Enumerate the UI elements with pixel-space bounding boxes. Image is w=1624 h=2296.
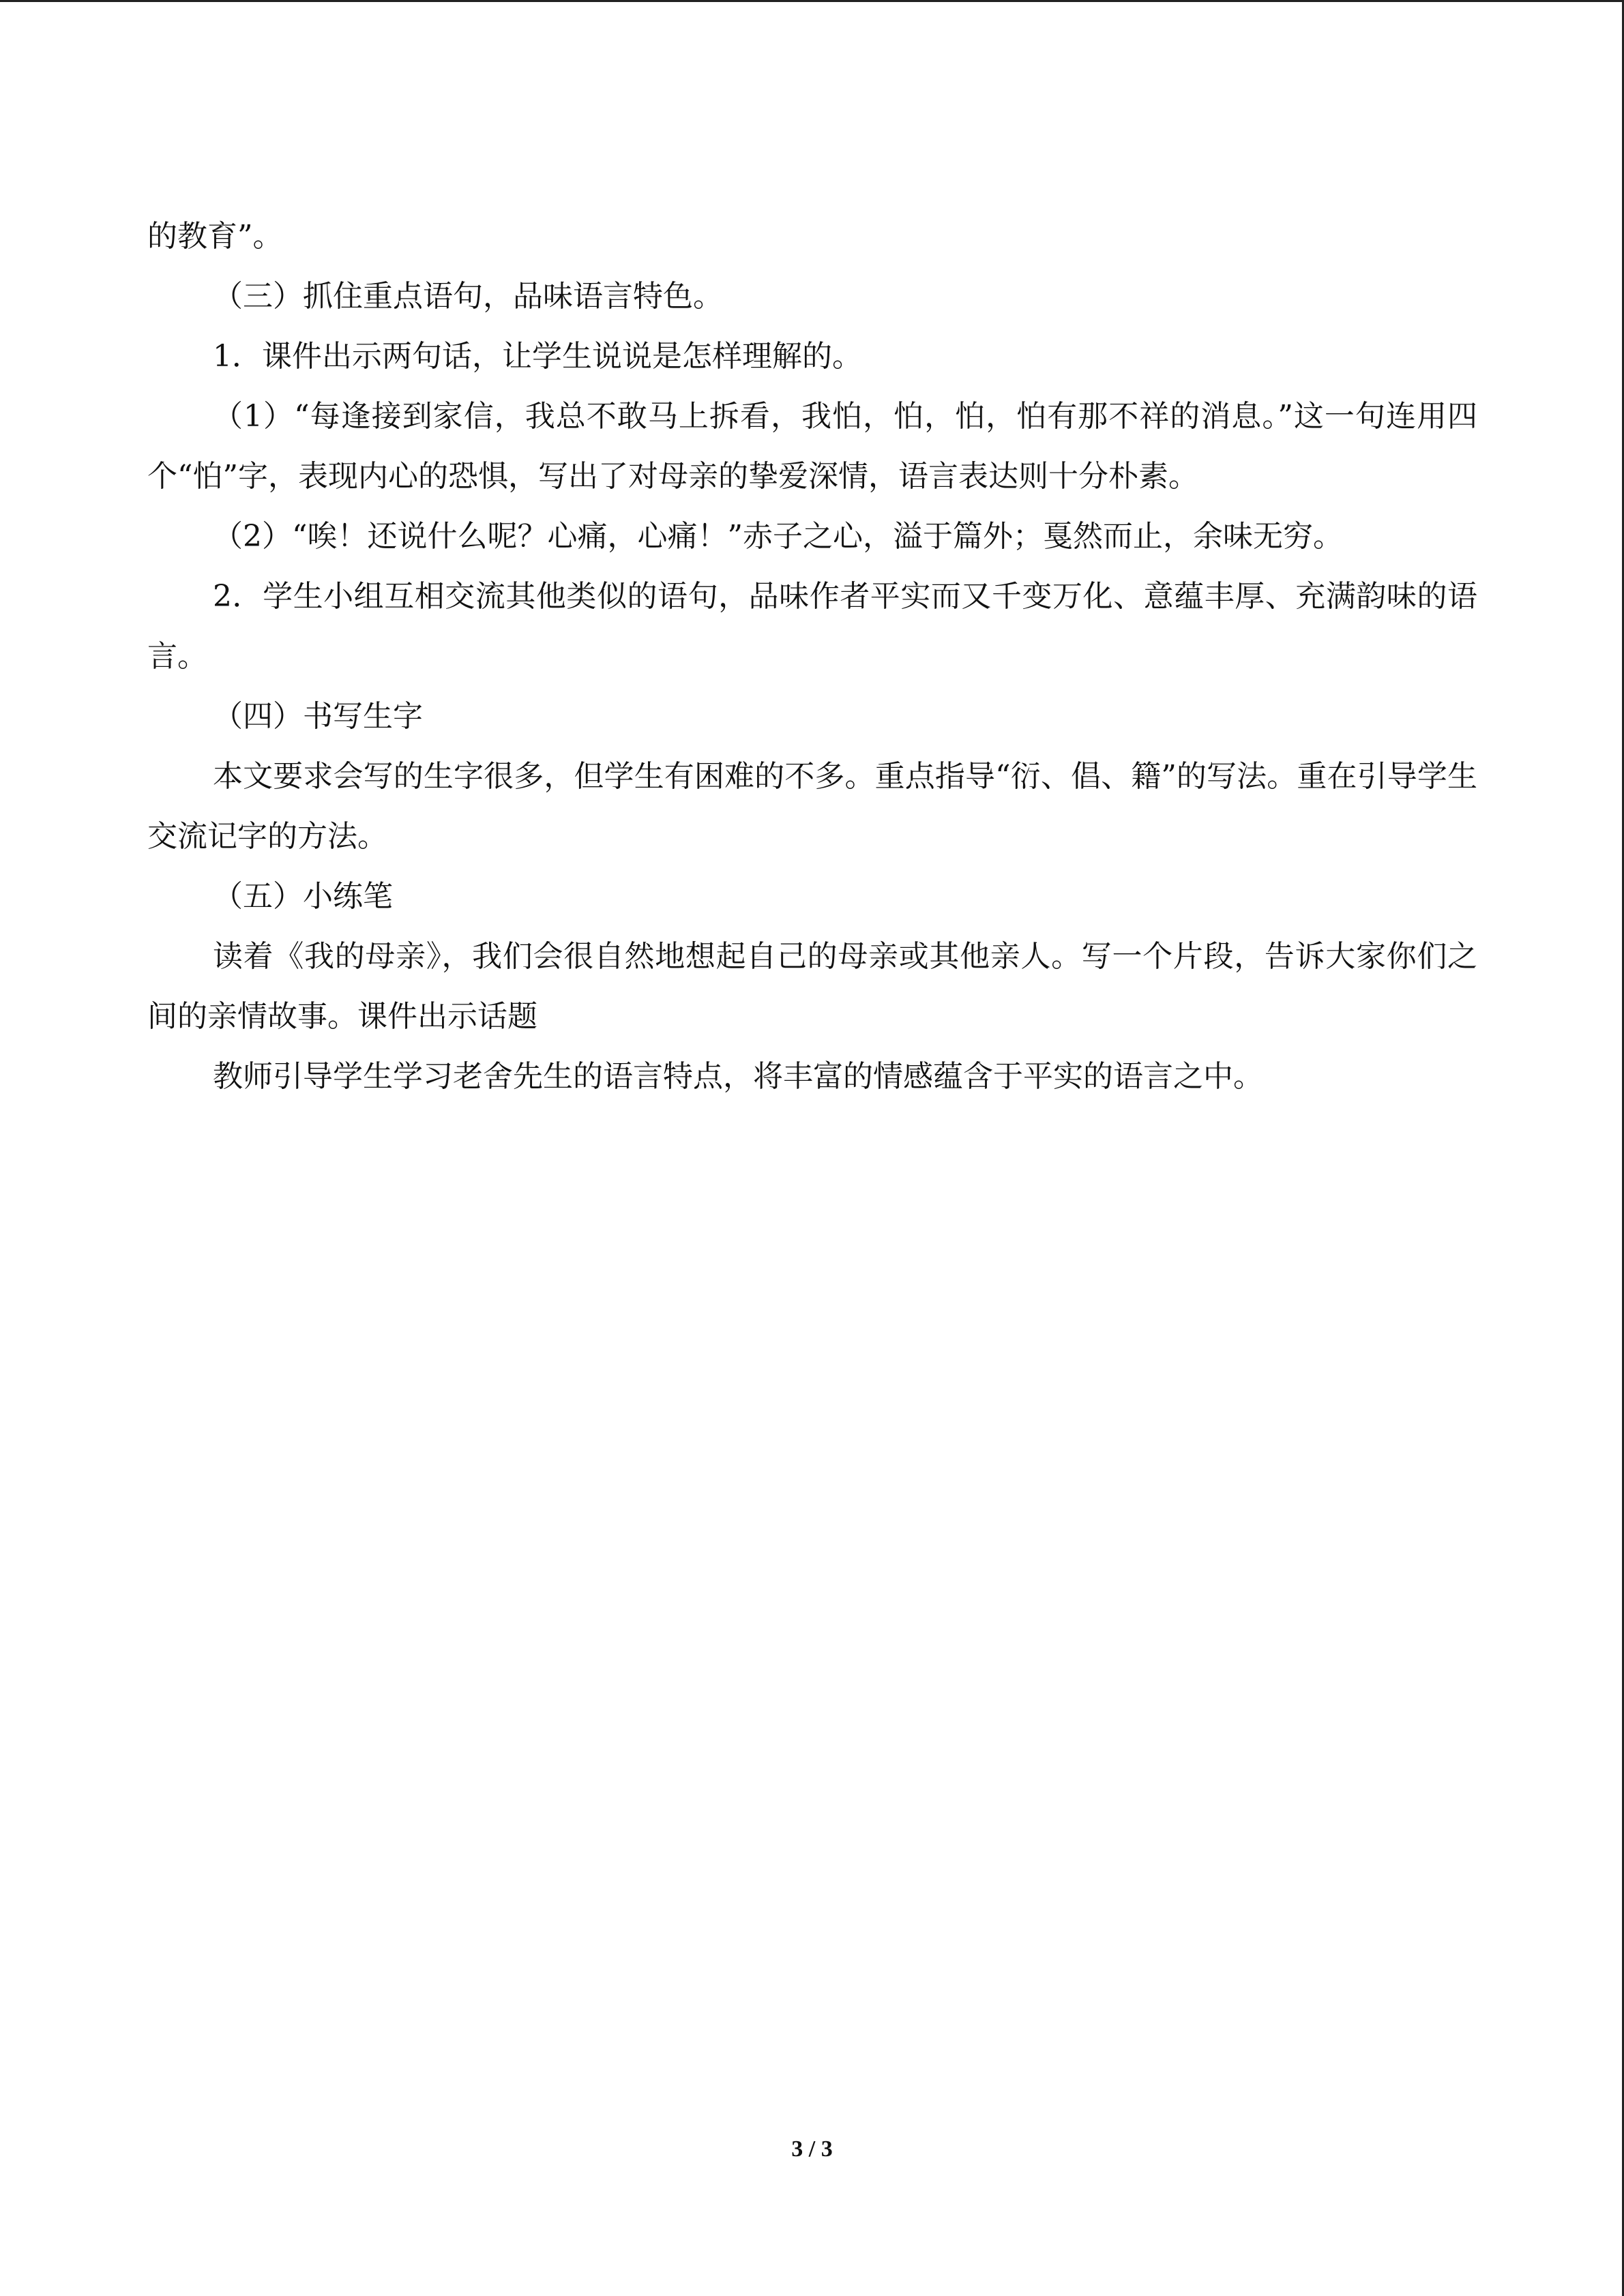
- paragraph-writing: 本文要求会写的生字很多，但学生有困难的不多。重点指导“衍、倡、籍”的写法。重在引导学生交流记字的方法。: [147, 759, 1478, 854]
- list-item-2: 2．学生小组互相交流其他类似的语句，品味作者平实而又千变万化、意蕴丰厚、充满韵味的语言。: [147, 579, 1477, 674]
- list-item-1: 1．课件出示两句话，让学生说说是怎样理解的。: [213, 339, 862, 374]
- sub-item-1: （1）“每逢接到家信，我总不敢马上拆看，我怕，怕，怕，怕有那不祥的消息。”这一句连用四个“怕”字，表现内心的恐惧，写出了对母亲的挚爱深情，语言表达则十分朴素。: [147, 399, 1477, 494]
- page-number: 3 / 3: [791, 2136, 833, 2162]
- document-body: [147, 207, 1477, 1107]
- paragraph-teacher-guidance: 教师引导学生学习老舍先生的语言特点，将丰富的情感蕴含于平实的语言之中。: [213, 1059, 1263, 1094]
- section-heading-4: （四）书写生字: [213, 699, 423, 734]
- paragraph-continuation: 的教育”。: [147, 219, 283, 254]
- section-heading-5: （五）小练笔: [213, 879, 393, 914]
- paragraph-practice: 读着《我的母亲》，我们会很自然地想起自己的母亲或其他亲人。写一个片段，告诉大家你们之间的亲情故事。课件出示话题: [147, 939, 1477, 1034]
- sub-item-2: （2）“唉！还说什么呢？心痛，心痛！”赤子之心，溢于篇外；戛然而止，余味无穷。: [213, 519, 1343, 554]
- section-heading-3: （三）抓住重点语句，品味语言特色。: [213, 279, 723, 314]
